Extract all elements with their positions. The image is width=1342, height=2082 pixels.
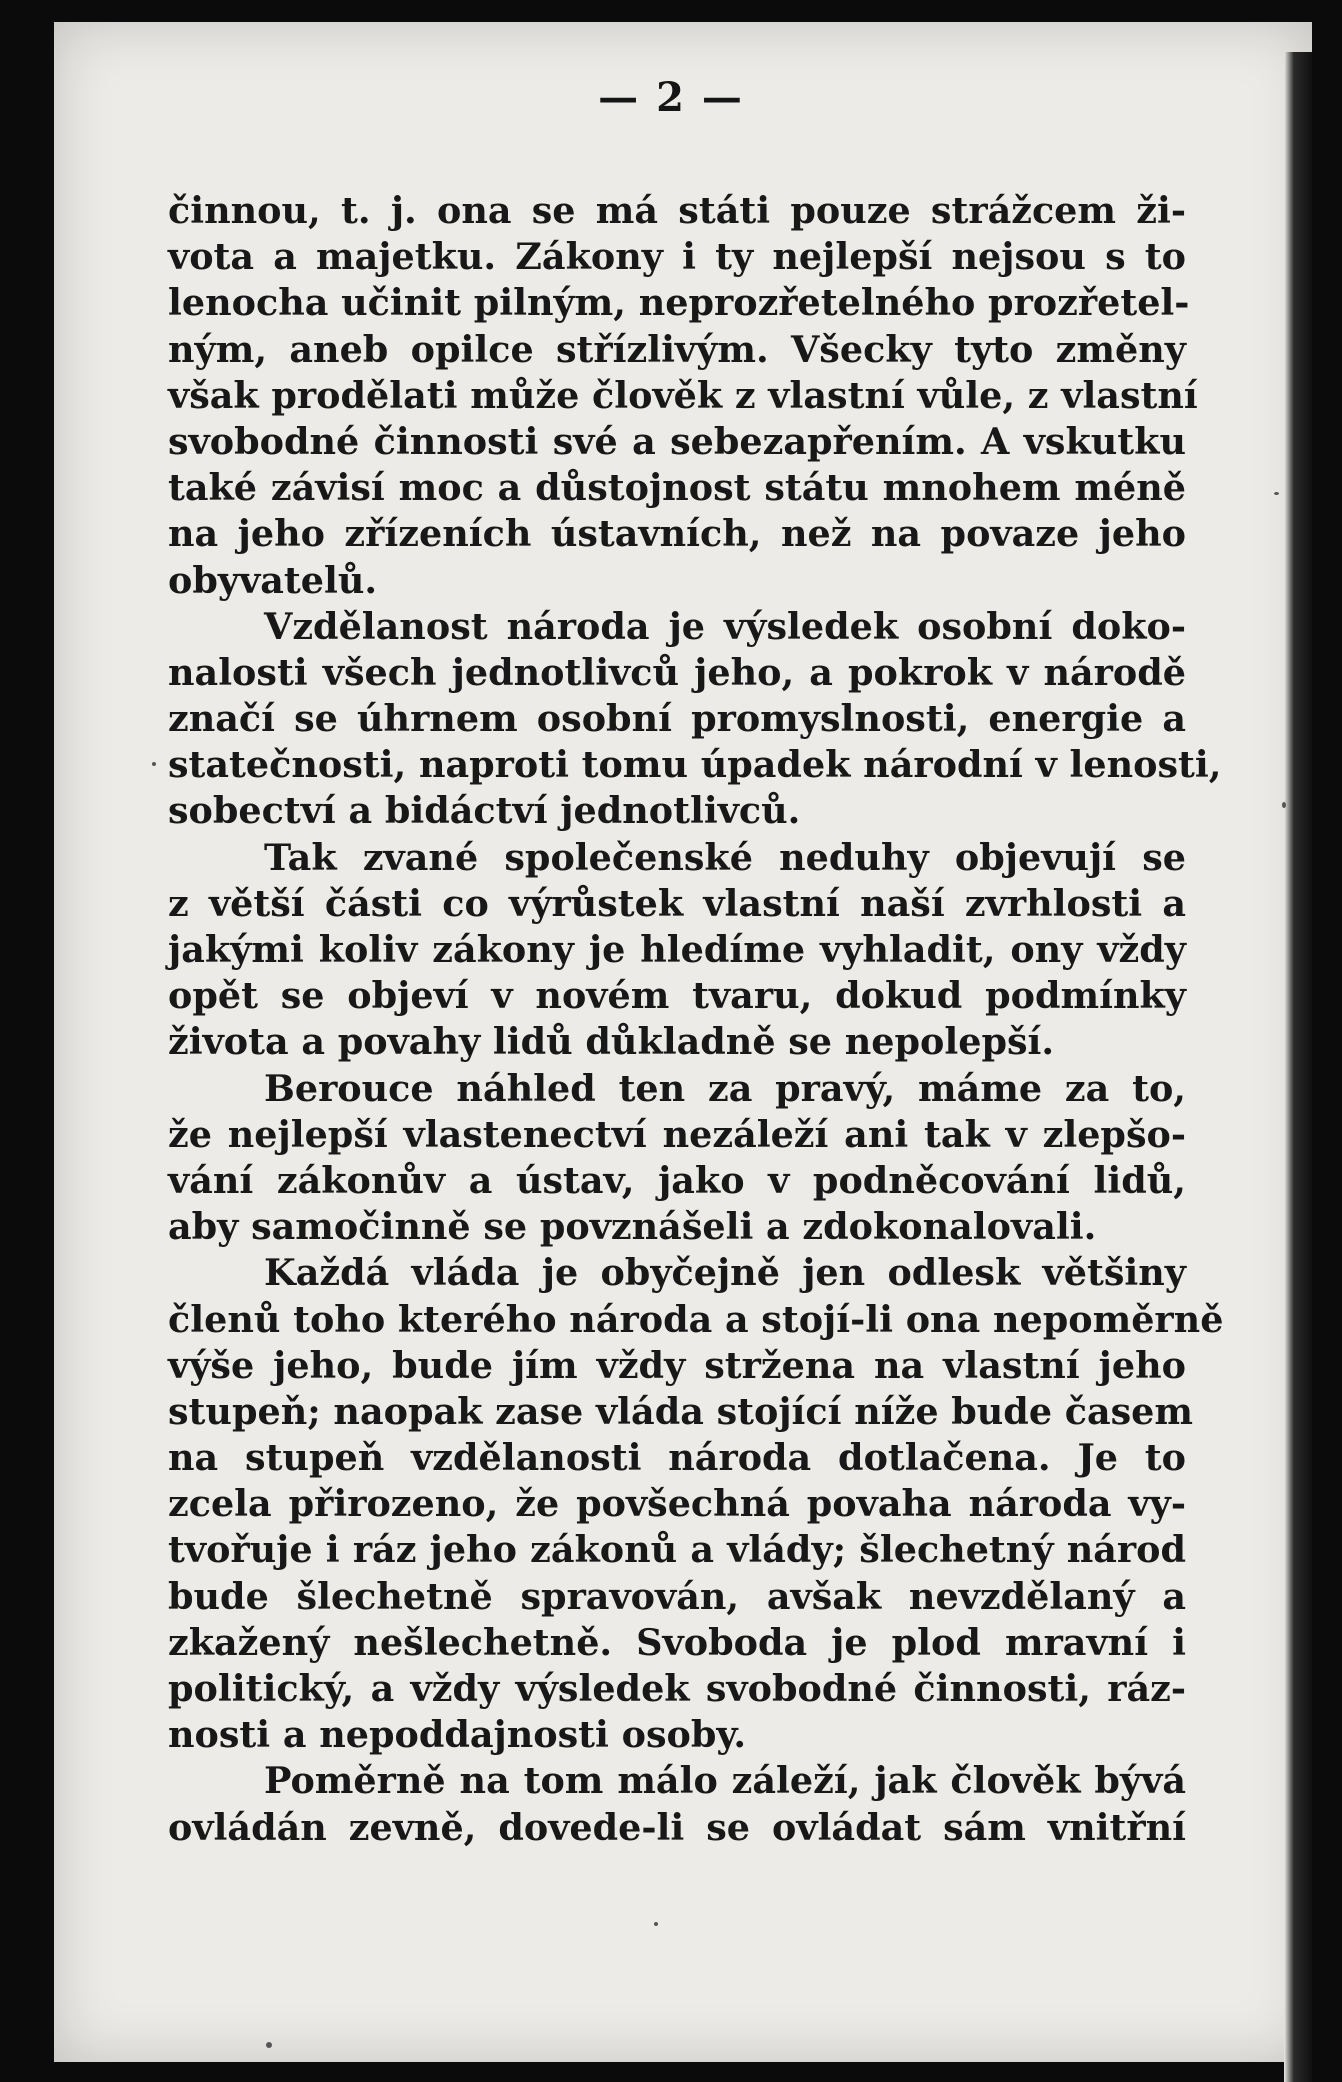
text-line: nosti a nepoddajnosti osoby. bbox=[168, 1713, 747, 1757]
text-line: života a povahy lidů důkladně se nepolepší. bbox=[168, 1020, 1055, 1064]
text-line: zkažený nešlechetně. Svoboda je plod mravní i bbox=[168, 1620, 1186, 1664]
paper-speck bbox=[152, 762, 156, 766]
text-line: členů toho kterého národa a stojí-li ona nepoměrně bbox=[168, 1297, 1224, 1341]
text-line: však prodělati může člověk z vlastní vůle, z vlastní bbox=[168, 373, 1198, 417]
text-line: Poměrně na tom málo záleží, jak člověk bývá bbox=[264, 1759, 1186, 1803]
text-line: vota a majetku. Zákony i ty nejlepší nejsou s to bbox=[168, 235, 1186, 279]
text-line: z větší části co výrůstek vlastní naší zvrhlosti a bbox=[168, 881, 1186, 925]
text-line: výše jeho, bude jím vždy stržena na vlastní jeho bbox=[168, 1343, 1186, 1387]
text-line: svobodné činnosti své a sebezapřením. A vskutku bbox=[168, 419, 1186, 463]
text-line: také závisí moc a důstojnost státu mnohem méně bbox=[168, 466, 1186, 510]
page-number: — 2 — bbox=[598, 74, 744, 121]
text-line: stupeň; naopak zase vláda stojící níže bude časem bbox=[168, 1389, 1194, 1433]
page-edge-shadow bbox=[1284, 52, 1312, 2082]
text-line: ovládán zevně, dovede-li se ovládat sám vnitřní bbox=[168, 1805, 1186, 1849]
text-line: zcela přirozeno, že povšechná povaha národa vy- bbox=[168, 1482, 1186, 1526]
text-line: činnou, t. j. ona se má státi pouze strážcem ži- bbox=[168, 189, 1186, 232]
text-line: obyvatelů. bbox=[168, 558, 378, 602]
text-line: že nejlepší vlastenectví nezáleží ani tak v zlepšo- bbox=[168, 1112, 1186, 1156]
body-text bbox=[168, 188, 1224, 1851]
text-line: tvořuje i ráz jeho zákonů a vlády; šlechetný národ bbox=[168, 1528, 1186, 1572]
text-line: značí se úhrnem osobní promyslnosti, energie a bbox=[168, 697, 1186, 741]
text-line: opět se objeví v novém tvaru, dokud podmínky bbox=[168, 974, 1186, 1018]
text-line: jakými koliv zákony je hledíme vyhladit, ony vždy bbox=[168, 928, 1186, 971]
text-line: aby samočinně se povznášeli a zdokonalovali. bbox=[168, 1205, 1097, 1249]
text-line: vání zákonův a ústav, jako v podněcování lidů, bbox=[168, 1158, 1186, 1202]
text-line: Berouce náhled ten za pravý, máme za to, bbox=[264, 1066, 1186, 1110]
text-line: ným, aneb opilce střízlivým. Všecky tyto změny bbox=[168, 327, 1186, 371]
paper-speck bbox=[654, 1922, 658, 1926]
text-line: politický, a vždy výsledek svobodné činnosti, ráz- bbox=[168, 1667, 1186, 1710]
text-line: sobectví a bidáctví jednotlivců. bbox=[168, 789, 801, 833]
text-line: bude šlechetně spravován, avšak nevzdělaný a bbox=[168, 1574, 1186, 1618]
text-line: statečnosti, naproti tomu úpadek národní v lenosti, bbox=[168, 743, 1222, 787]
paper-speck bbox=[1282, 802, 1286, 808]
paper-speck bbox=[1274, 492, 1279, 495]
paper-speck bbox=[266, 2042, 272, 2048]
text-line: Každá vláda je obyčejně jen odlesk většiny bbox=[264, 1251, 1186, 1295]
text-line: Tak zvané společenské neduhy objevují se bbox=[264, 835, 1186, 879]
text-line: nalosti všech jednotlivců jeho, a pokrok v národě bbox=[168, 650, 1186, 694]
text-line: na jeho zřízeních ústavních, než na povaze jeho bbox=[168, 512, 1186, 556]
text-line: na stupeň vzdělanosti národa dotlačena. Je to bbox=[168, 1436, 1186, 1480]
text-line: Vzdělanost národa je výsledek osobní doko- bbox=[264, 604, 1186, 648]
text-line: lenocha učinit pilným, neprozřetelného prozřetel- bbox=[168, 281, 1190, 325]
